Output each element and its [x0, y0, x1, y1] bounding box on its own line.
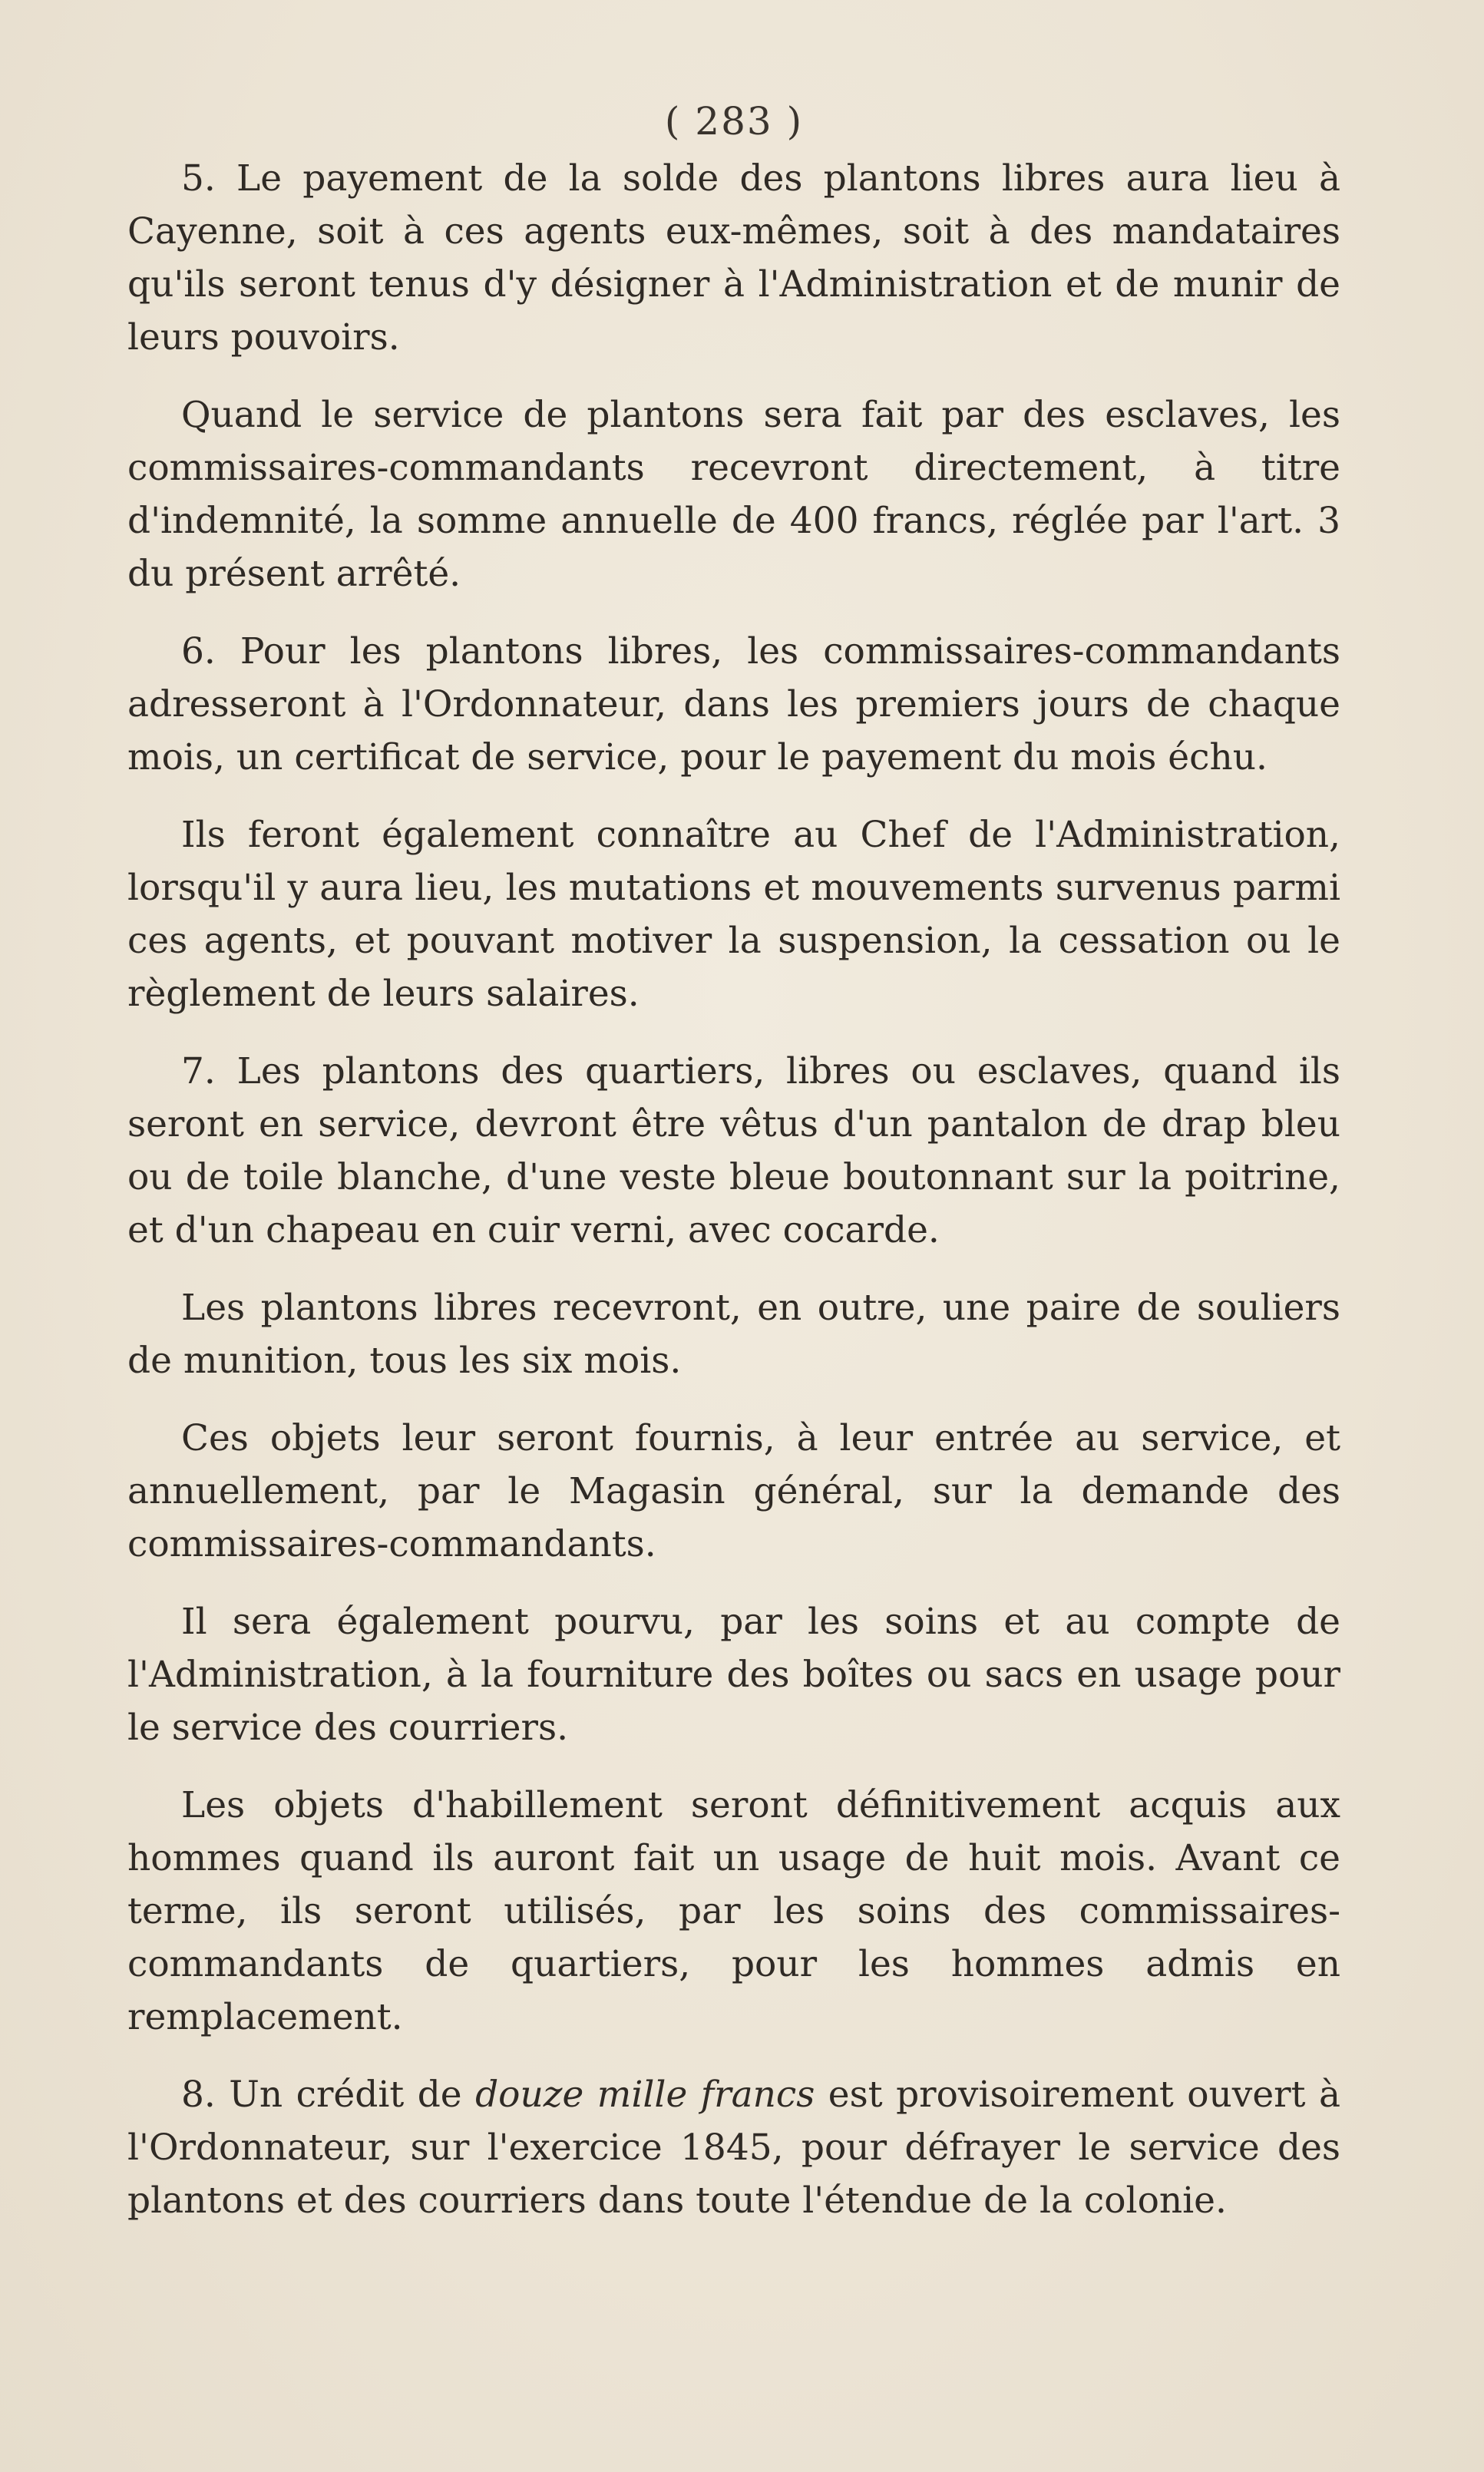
- paragraph-slave-plantons: Quand le service de plantons sera fait par des esclaves, les commissaires-commandants recevront directement, à titre d'indemnité, la somme annuelle de 400 francs, réglée par l'art. 3 du présent arrêté.: [127, 394, 1340, 595]
- paragraph-article-6: 6. Pour les plantons libres, les commissaires-commandants adresseront à l'Ordonnateur, dans les premiers jours de chaque mois, un certificat de service, pour le payement du mois échu.: [127, 630, 1340, 778]
- paragraph-courriers: Il sera également pourvu, par les soins et au compte de l'Administration, à la fourniture des boîtes ou sacs en usage pour le service des courriers.: [127, 1601, 1340, 1749]
- paragraph-article-8: [127, 2068, 1340, 2227]
- credit-text-before: 8. Un crédit de: [181, 2074, 476, 2116]
- credit-amount: douze mille francs: [475, 2074, 815, 2116]
- paragraph-habillement: Les objets d'habillement seront définitivement acquis aux hommes quand ils auront fait un usage de huit mois. Avant ce terme, ils seront utilisés, par les soins des commissaires-commandants de quartiers, pour les hommes admis en remplacement.: [127, 1784, 1340, 2038]
- page-body: [127, 91, 1340, 2227]
- page-number: ( 283 ): [664, 99, 804, 144]
- paragraph-article-7: 7. Les plantons des quartiers, libres ou esclaves, quand ils seront en service, devront être vêtus d'un pantalon de drap bleu ou de toile blanche, d'une veste bleue boutonnant sur la poitrine, et d'un chapeau en cuir verni, avec cocarde.: [127, 1050, 1340, 1251]
- paragraph-souliers: Les plantons libres recevront, en outre, une paire de souliers de munition, tous les six mois.: [127, 1287, 1340, 1382]
- paragraph-mutations: Ils feront également connaître au Chef de l'Administration, lorsqu'il y aura lieu, les mutations et mouvements survenus parmi ces agents, et pouvant motiver la suspension, la cessation ou le règlement de leurs salaires.: [127, 814, 1340, 1015]
- paragraph-magasin: Ces objets leur seront fournis, à leur entrée au service, et annuellement, par le Magasin général, sur la demande des commissaires-commandants.: [127, 1417, 1340, 1565]
- credit-text-after: est provisoirement ouvert à l'Ordonnateur, sur l'exercice 1845, pour défrayer le service des plantons et des courriers dans toute l'étendue de la colonie.: [127, 2074, 1341, 2222]
- paragraph-article-5: 5. Le payement de la solde des plantons libres aura lieu à Cayenne, soit à ces agents eux-mêmes, soit à des mandataires qu'ils seront tenus d'y désigner à l'Administration et de munir de leurs pouvoirs.: [127, 157, 1340, 359]
